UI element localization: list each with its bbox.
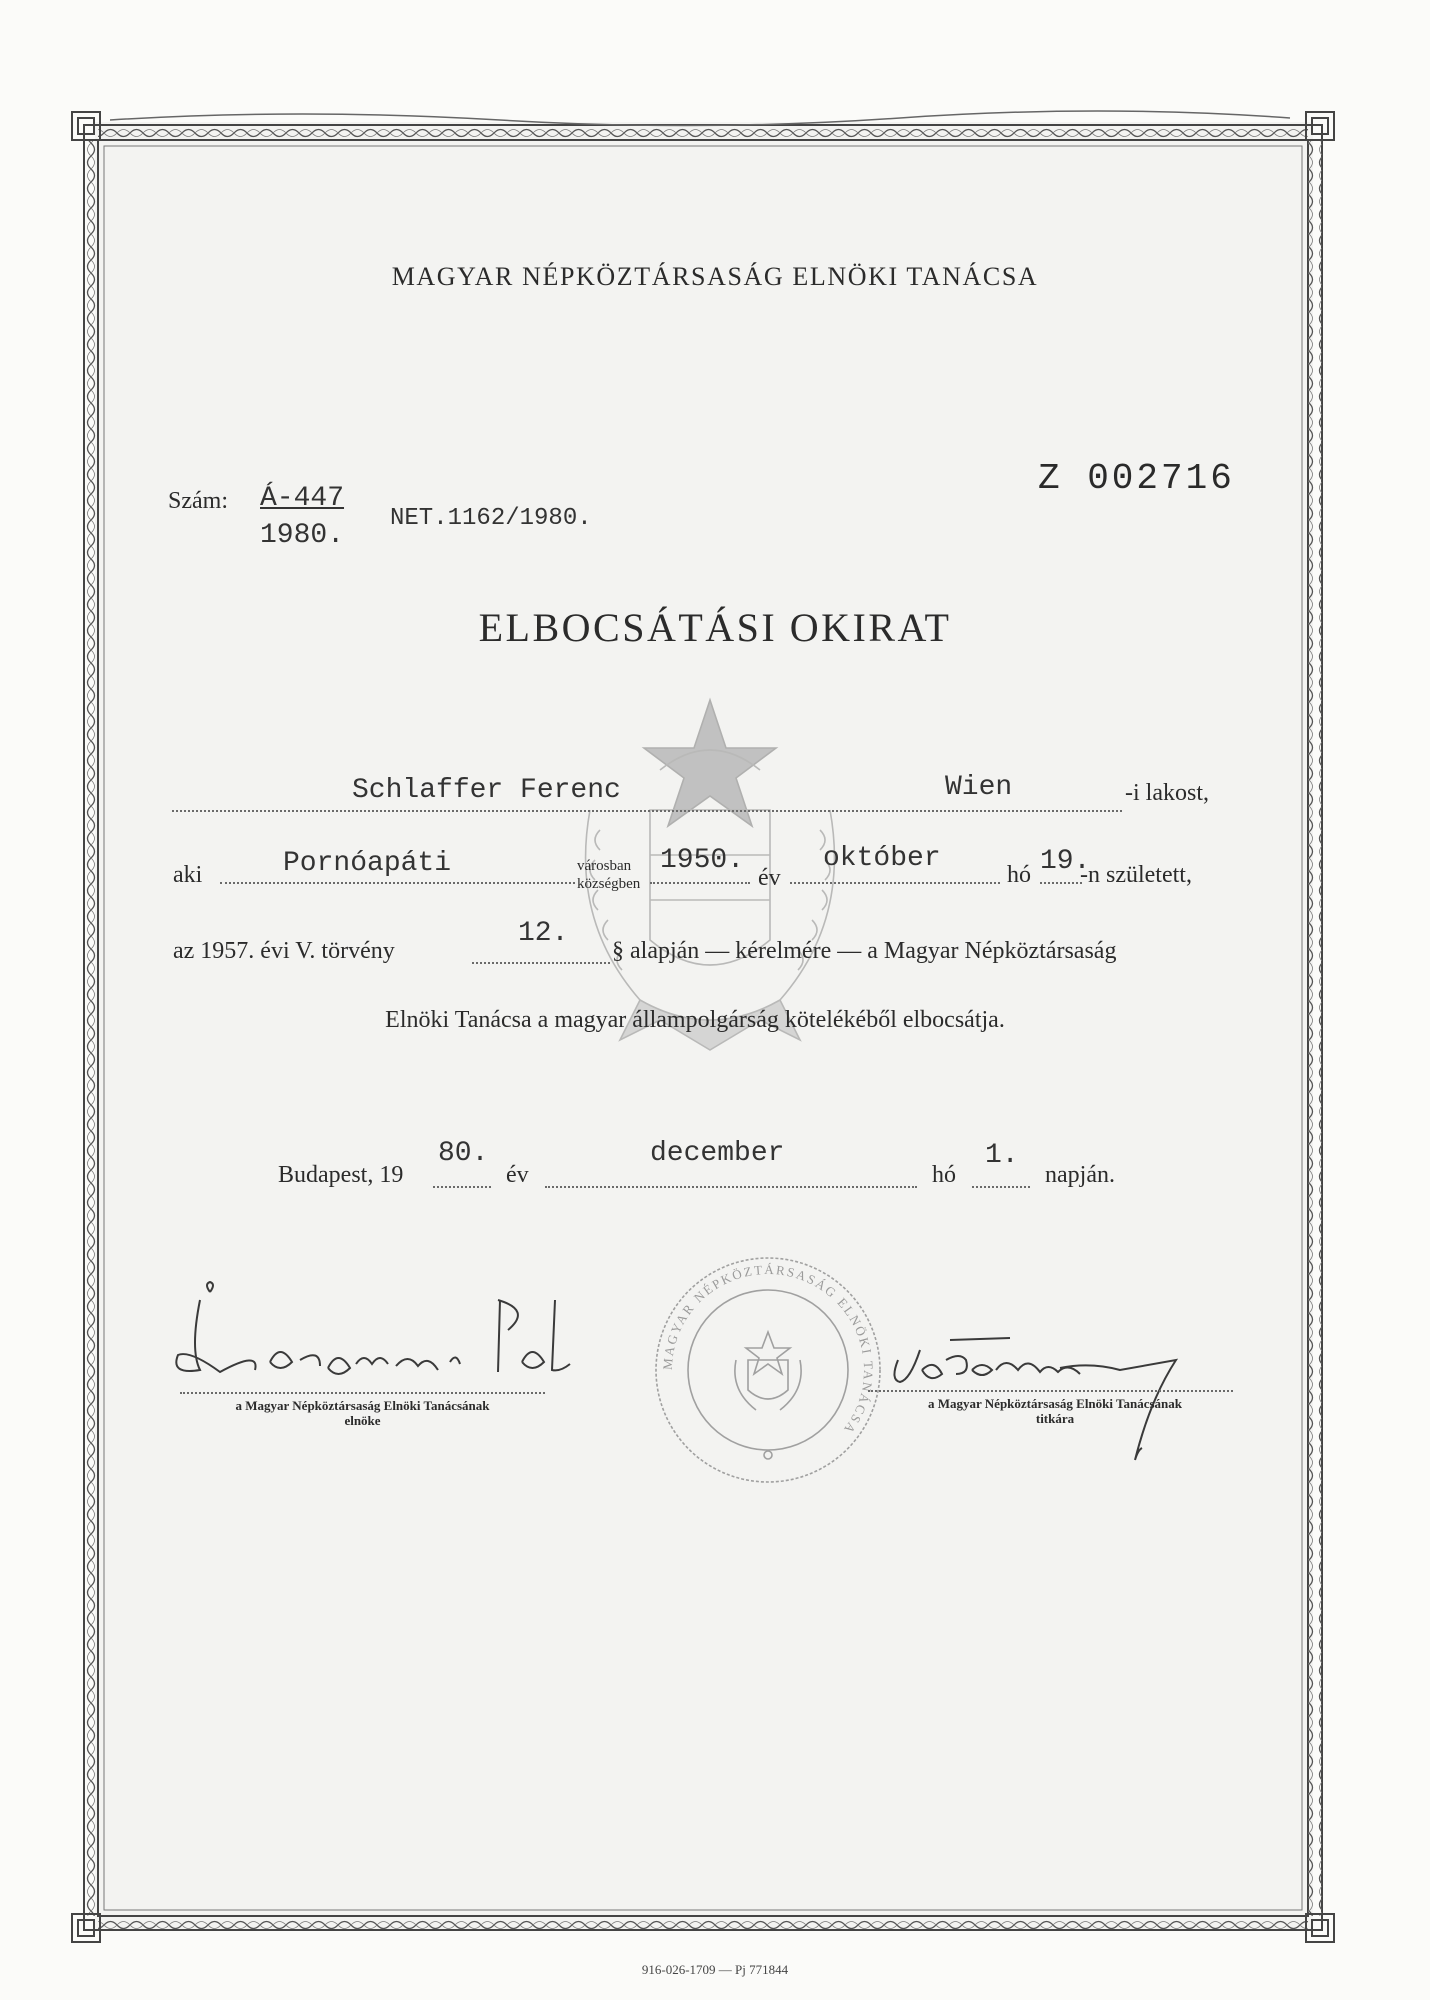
- document-title: ELBOCSÁTÁSI OKIRAT: [478, 605, 952, 650]
- date-day-dotted-line: [972, 1186, 1030, 1188]
- ho-label: hó: [1007, 862, 1031, 888]
- varosban-label: városban: [577, 858, 632, 874]
- law-text: az 1957. évi V. törvény: [173, 938, 395, 964]
- date-year: 80.: [438, 1138, 489, 1169]
- law-paragraph-dotted-line: [472, 962, 610, 964]
- print-code: 916-026-1709 — Pj 771844: [641, 1962, 789, 1977]
- date-napjan-label: napján.: [1045, 1162, 1115, 1188]
- release-statement: Elnöki Tanácsa a magyar állampolgárság kötelékéből elbocsátja.: [385, 1007, 1005, 1033]
- seal-ring-text: MAGYAR NÉPKÖZTÁRSASÁG ELNÖKI TANÁCSA: [659, 1261, 877, 1438]
- birth-year: 1950.: [660, 845, 745, 876]
- date-month: december: [650, 1138, 785, 1169]
- birthplace-dotted-line: [220, 882, 575, 884]
- szuletett-label: -n született,: [1080, 862, 1192, 888]
- date-year-dotted-line: [433, 1186, 491, 1188]
- date-ev-label: év: [506, 1162, 529, 1188]
- serial-number: Z 002716: [1038, 458, 1235, 499]
- date-ho-label: hó: [932, 1162, 956, 1188]
- reference-net-number: NET.1162/1980.: [390, 505, 592, 532]
- law-rest: § alapján — kérelmére — a Magyar Népköztársaság: [612, 938, 1117, 964]
- secretary-caption: a Magyar Népköztársaság Elnöki Tanácsának titkára: [927, 1396, 1183, 1426]
- reference-year: 1980.: [260, 520, 345, 551]
- birth-day-dotted-line: [1040, 882, 1082, 884]
- secretary-signature: [880, 1320, 1220, 1470]
- kozsegben-label: községben: [577, 876, 641, 892]
- secretary-signature-line: [868, 1390, 1233, 1392]
- president-caption: a Magyar Népköztársaság Elnöki Tanácsának elnöke: [235, 1398, 490, 1428]
- holder-name: Schlaffer Ferenc: [352, 775, 621, 806]
- birth-month-dotted-line: [790, 882, 1000, 884]
- issuing-authority-header: MAGYAR NÉPKÖZTÁRSASÁG ELNÖKI TANÁCSA: [391, 262, 1039, 291]
- law-paragraph: 12.: [518, 918, 569, 949]
- residence-suffix: -i lakost,: [1125, 780, 1209, 806]
- reference-label: Szám:: [168, 488, 228, 514]
- ev-label: év: [758, 865, 781, 891]
- reference-number: Á-447: [260, 483, 345, 514]
- date-day: 1.: [985, 1140, 1019, 1171]
- aki-label: aki: [173, 862, 203, 888]
- birthplace: Pornóapáti: [283, 848, 452, 879]
- date-place: Budapest, 19: [278, 1162, 404, 1188]
- name-dotted-line: [172, 810, 1122, 812]
- president-signature-line: [180, 1392, 545, 1394]
- birth-day: 19.: [1040, 846, 1091, 877]
- birth-month: október: [823, 843, 941, 874]
- date-month-dotted-line: [545, 1186, 917, 1188]
- holder-residence: Wien: [945, 772, 1013, 803]
- birth-year-dotted-line: [650, 882, 750, 884]
- official-seal: [648, 1250, 888, 1490]
- president-signature: [160, 1280, 620, 1390]
